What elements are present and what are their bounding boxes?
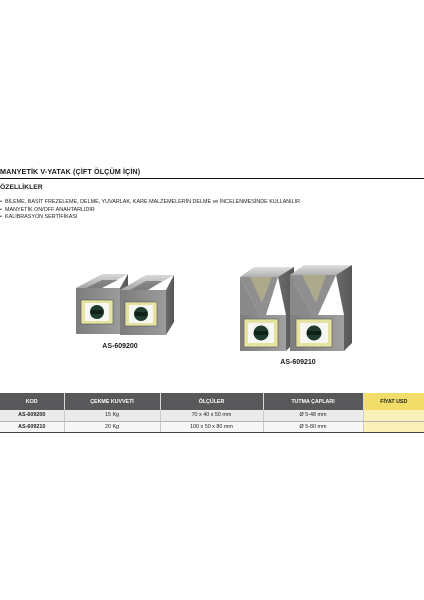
header-code: KOD bbox=[0, 393, 64, 410]
cell-dimensions: 70 x 40 x 50 mm bbox=[160, 410, 263, 421]
title-divider bbox=[0, 178, 424, 179]
header-dimensions: ÖLÇÜLER bbox=[160, 393, 263, 410]
feature-item: • BİLEME, BASİT FREZELEME, DELME, YUVARLAK, KARE MALZEMELERİN DELME ve İNCELENMESİNDE KULLANILIR bbox=[0, 199, 301, 205]
cell-pull-force: 20 Kg bbox=[64, 421, 160, 432]
feature-item: • MANYETİK ON/OFF ANAHTARLIDIR bbox=[0, 206, 95, 213]
product-code-a: AS-609200 bbox=[102, 343, 138, 350]
cell-price bbox=[363, 410, 424, 421]
table-bottom-divider bbox=[0, 432, 424, 433]
cell-pull-force: 15 Kg bbox=[64, 410, 160, 421]
header-holding-diameter: TUTMA ÇAPLARI bbox=[263, 393, 363, 410]
bullet-icon: • bbox=[0, 214, 2, 221]
table-row bbox=[0, 421, 424, 432]
header-price: FİYAT USD bbox=[363, 393, 424, 410]
bullet-icon: • bbox=[0, 206, 2, 213]
v-block-left bbox=[240, 267, 294, 351]
feature-item: • KALİBRASYON SERTİFİKASI bbox=[0, 214, 78, 221]
table-header-row bbox=[0, 393, 424, 410]
v-block-pair-large-image bbox=[232, 263, 357, 355]
spec-table bbox=[0, 393, 424, 433]
product-code-b: AS-609210 bbox=[280, 359, 316, 366]
cell-dimensions: 100 x 50 x 80 mm bbox=[160, 421, 263, 432]
v-block-right bbox=[120, 275, 174, 335]
cell-holding-diameter: Ø 5-80 mm bbox=[263, 421, 363, 432]
v-block-pair-image bbox=[72, 270, 180, 338]
cell-code: AS-609200 bbox=[0, 410, 64, 421]
cell-code: AS-609210 bbox=[0, 421, 64, 432]
feature-list bbox=[0, 199, 424, 222]
cell-price bbox=[363, 421, 424, 432]
table-row bbox=[0, 410, 424, 421]
page-title: MANYETİK V-YATAK (ÇİFT ÖLÇÜM İÇİN) bbox=[0, 167, 141, 176]
cell-holding-diameter: Ø 5-48 mm bbox=[263, 410, 363, 421]
features-heading: ÖZELLİKLER bbox=[0, 184, 43, 191]
header-pull-force: ÇEKME KUVVETİ bbox=[64, 393, 160, 410]
bullet-icon: • bbox=[0, 199, 2, 205]
v-block-right bbox=[290, 265, 352, 351]
